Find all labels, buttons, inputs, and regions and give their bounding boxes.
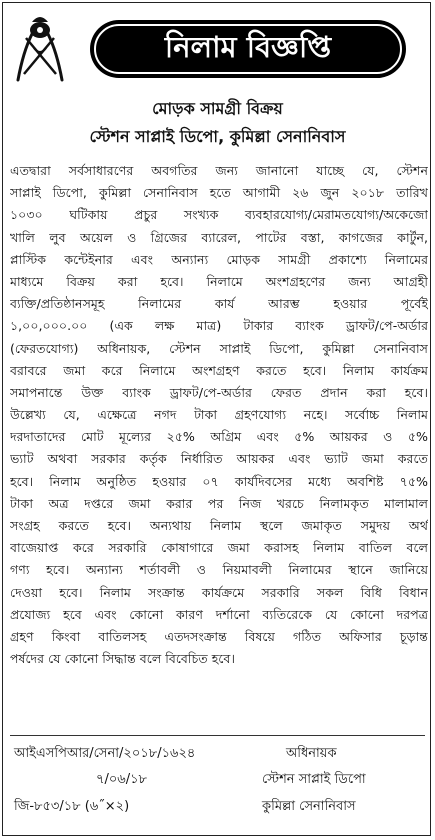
body-line: উল্লেখ্য যে, এক্ষেত্রে নগদ টাকা গ্রহণযোগ্য নহে। সর্বোচ্চ নিলাম: [10, 407, 428, 423]
body-line: খালি লুব অয়েল ও গ্রিজের ব্যারেল, পাটের বস্তা, কাগজের কার্টুন,: [10, 229, 428, 245]
body-line: সংগ্রহ করতে হবে। অন্যথায় নিলাম স্থলে জমাকৃত সমুদয় অর্থ: [10, 518, 428, 533]
body-line: বরাবরে জমা করে নিলামে অংশগ্রহণ করতে হবে। নিলাম কার্যক্রম: [10, 362, 428, 378]
army-crest-icon: [10, 8, 70, 84]
body-line: ব্যক্তি/প্রতিষ্ঠানসমূহ নিলামের কার্য আরম্ভ হওয়ার পূর্বেই: [10, 296, 428, 312]
body-line: বাজেয়াপ্ত করে সরকারি কোষাগারে জমা করাসহ নিলাম বাতিল বলে: [10, 540, 428, 556]
body-line: মাধ্যমে বিক্রয় করা হবে। নিলামে অংশগ্রহণের জন্য আগ্রহী: [10, 273, 428, 289]
body-line: দরদাতাদের মোট মূল্যের ২৫% অগ্রিম এবং ৫% আয়কর ও ৫%: [10, 429, 428, 445]
body-line: প্রযোজ্য হবে এবং কোনো কারণ দর্শানো ব্যতিরেকে যে কোনো দরপত্র: [10, 606, 428, 622]
memo-number: আইএসপিআর/সেনা/২০১৮/১৬২৪: [14, 746, 196, 761]
body-line: ভ্যাট অথবা সরকার কর্তৃক নির্ধারিত আয়কর এবং ভ্যাট জমা করতে: [10, 451, 428, 467]
body-line: পর্ষদের যে কোনো সিদ্ধান্ত বলে বিবেচিত হবে।: [10, 651, 235, 667]
body-line: (ফেরতযোগ্য) অধিনায়ক, স্টেশন সাপ্লাই ডিপো, কুমিল্লা সেনানিবাস: [10, 340, 428, 356]
body-line: দেওয়া হবে। নিলাম সংক্রান্ত কার্যক্রমে সরকারি সকল বিধি বিধান: [10, 584, 428, 600]
body-line: ১,০০,০০০.০০ (এক লক্ষ মাত্র) টাকার ব্যাংক ড্রাফট/পে-অর্ডার: [10, 318, 428, 334]
body-line: গ্রহণ কিংবা বাতিলসহ এতদসংক্রান্ত বিষয়ে গঠিত অফিসার চূড়ান্ত: [10, 628, 428, 644]
title-banner: [90, 20, 406, 78]
ad-code: জি-৮৫৩/১৮ (৬˝×২): [14, 799, 130, 814]
body-line: এতদ্বারা সর্বসাধারণের অবগতির জন্য জানানো যাচ্ছে যে, স্টেশন: [10, 163, 428, 178]
issuing-office: স্টেশন সাপ্লাই ডিপো, কুমিল্লা সেনানিবাস: [89, 127, 346, 146]
body-line: সমাপনান্তে উক্ত ব্যাংক ড্রাফট/পে-অর্ডার ফেরত প্রদান করা হবে।: [10, 384, 428, 400]
body-line: ১০৩০ ঘটিকায় প্রচুর সংখ্যক ব্যবহারযোগ্য/মেরামতযোগ্য/অকেজো: [10, 207, 428, 223]
notice-body: [10, 160, 428, 670]
footer-divider: [10, 735, 425, 736]
notice-subtitle: মোড়ক সামগ্রী বিক্রয়: [152, 99, 283, 118]
signatory-title: অধিনায়ক: [286, 746, 337, 761]
title-banner-inner: [94, 24, 402, 74]
body-line: টাকা অত্র দপ্তরে জমা করার পর নিজ খরচে নিলামকৃত মালামাল: [10, 495, 428, 511]
body-line: হবে। নিলাম অনুষ্ঠিত হওয়ার ০৭ কার্যদিবসের মধ্যে অবশিষ্ট ৭৫%: [10, 473, 428, 489]
signatory-place: কুমিল্লা সেনানিবাস: [262, 799, 356, 814]
body-line: প্লাস্টিক কন্টেইনার এবং অন্যান্য মোড়ক সামগ্রী প্রকাশ্যে নিলামের: [10, 251, 428, 267]
signatory-office: স্টেশন সাপ্লাই ডিপো: [262, 772, 366, 787]
body-line: সাপ্লাই ডিপো, কুমিল্লা সেনানিবাস হতে আগামী ২৬ জুন ২০১৮ তারিখ: [10, 185, 428, 201]
notice-title: নিলাম বিজ্ঞপ্তি: [164, 29, 332, 64]
body-line: গণ্য হবে। অন্যান্য শর্তাবলী ও নিয়মাবলী নিলামের স্থানে জানিয়ে: [10, 562, 428, 578]
memo-date: ৭/০৬/১৮: [96, 772, 147, 787]
